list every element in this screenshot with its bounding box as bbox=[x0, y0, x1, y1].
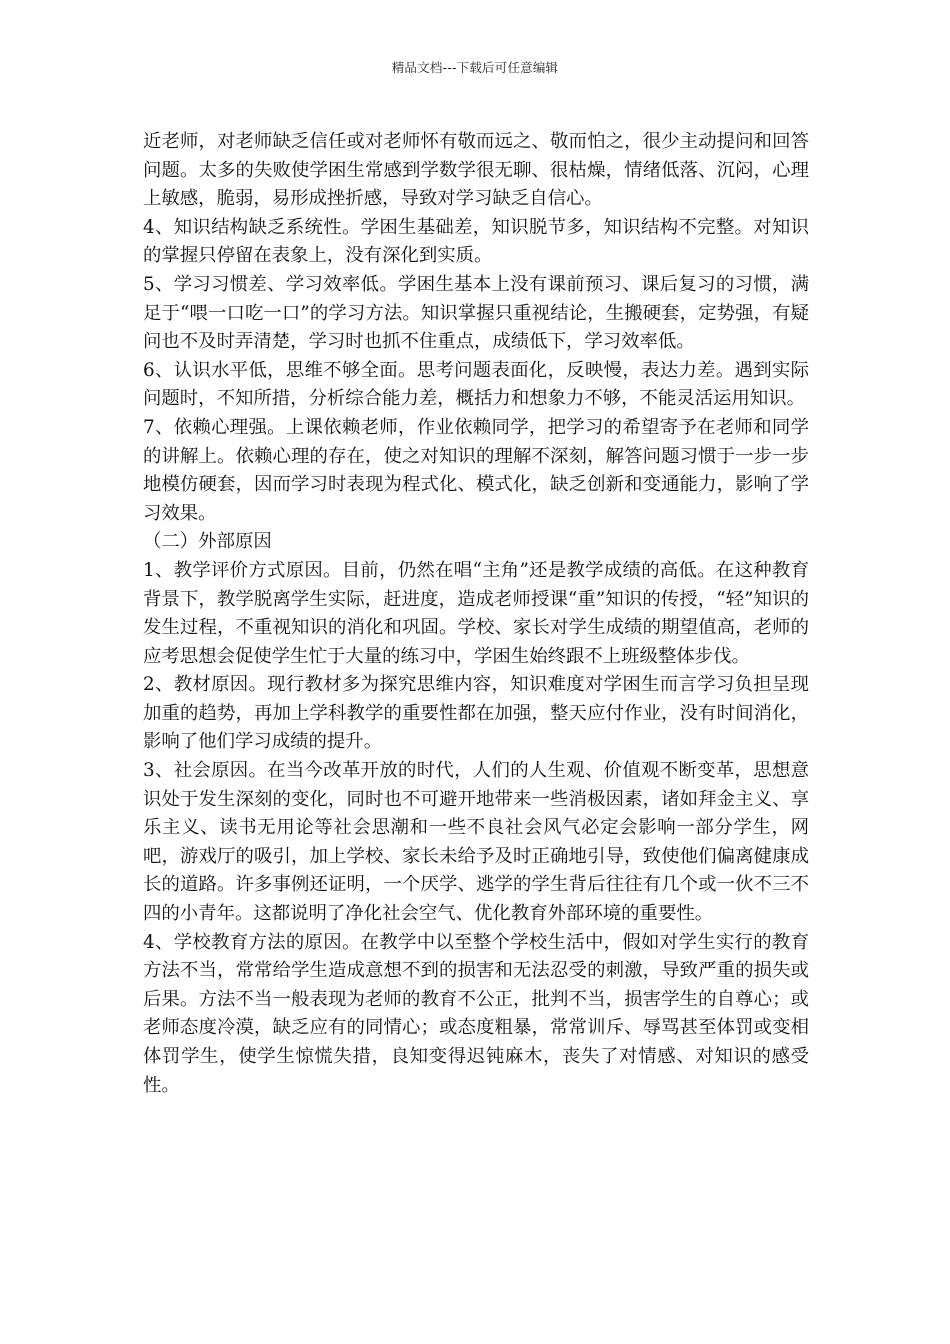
paragraph-item-5: 5、学习习惯差、学习效率低。学困生基本上没有课前预习、课后复习的习惯，满足于“喂一口吃一口”的学习方法。知识掌握只重视结论，生搬硬套，定势强，有疑问也不及时弄清楚，学习时也抓不住重点，成绩低下，学习效率低。 bbox=[143, 273, 809, 353]
section-heading-external-causes: （二）外部原因 bbox=[143, 531, 272, 553]
paragraph-external-2: 2、教材原因。现行教材多为探究思维内容，知识难度对学困生而言学习负担呈现加重的趋势，再加上学科教学的重要性都在加强，整天应付作业，没有时间消化，影响了他们学习成绩的提升。 bbox=[143, 674, 809, 753]
paragraph-item-4: 4、知识结构缺乏系统性。学困生基础差，知识脱节多，知识结构不完整。对知识的掌握只停留在表象上，没有深化到实质。 bbox=[143, 216, 809, 267]
paragraph-external-3: 3、社会原因。在当今改革开放的时代，人们的人生观、价值观不断变革，思想意识处于发生深刻的变化，同时也不可避开地带来一些消极因素，诸如拜金主义、享乐主义、读书无用论等社会思潮和一些不良社会风气必定会影响一部分学生，网吧，游戏厅的吸引，加上学校、家长未给予及时正确地引导，致使他们偏离健康成长的道路。许多事例还证明，一个厌学、逃学的学生背后往往有几个或一伙不三不四的小青年。这都说明了净化社会空气、优化教育外部环境的重要性。 bbox=[143, 760, 809, 925]
page-header: 精品文档---下载后可任意编辑 bbox=[391, 60, 559, 75]
document-body bbox=[143, 128, 809, 1100]
paragraph-item-6: 6、认识水平低，思维不够全面。思考问题表面化，反映慢，表达力差。遇到实际问题时，不知所措，分析综合能力差，概括力和想象力不够，不能灵活运用知识。 bbox=[143, 359, 809, 410]
paragraph-external-4: 4、学校教育方法的原因。在教学中以至整个学校生活中，假如对学生实行的教育方法不当，常常给学生造成意想不到的损害和无法忍受的刺激，导致严重的损失或后果。方法不当一般表现为老师的教育不公正，批判不当，损害学生的自尊心；或老师态度冷漠，缺乏应有的同情心；或态度粗暴，常常训斥、辱骂甚至体罚或变相体罚学生，使学生惊慌失措，良知变得迟钝麻木，丧失了对情感、对知识的感受性。 bbox=[143, 931, 809, 1096]
paragraph-external-1: 1、教学评价方式原因。目前，仍然在唱“主角”还是教学成绩的高低。在这种教育背景下，教学脱离学生实际，赶进度，造成老师授课“重”知识的传授，“轻”知识的发生过程，不重视知识的消化和巩固。学校、家长对学生成绩的期望值高，老师的应考思想会促使学生忙于大量的练习中，学困生始终跟不上班级整体步伐。 bbox=[143, 559, 809, 667]
paragraph-item-7: 7、依赖心理强。上课依赖老师，作业依赖同学，把学习的希望寄予在老师和同学的讲解上。依赖心理的存在，使之对知识的理解不深刻，解答问题习惯于一步一步地模仿硬套，因而学习时表现为程式化、模式化，缺乏创新和变通能力，影响了学习效果。 bbox=[143, 416, 809, 524]
paragraph-continuation: 近老师，对老师缺乏信任或对老师怀有敬而远之、敬而怕之，很少主动提问和回答问题。太多的失败使学困生常感到学数学很无聊、很枯燥，情绪低落、沉闷，心理上敏感，脆弱，易形成挫折感，导致对学习缺乏自信心。 bbox=[143, 131, 809, 210]
